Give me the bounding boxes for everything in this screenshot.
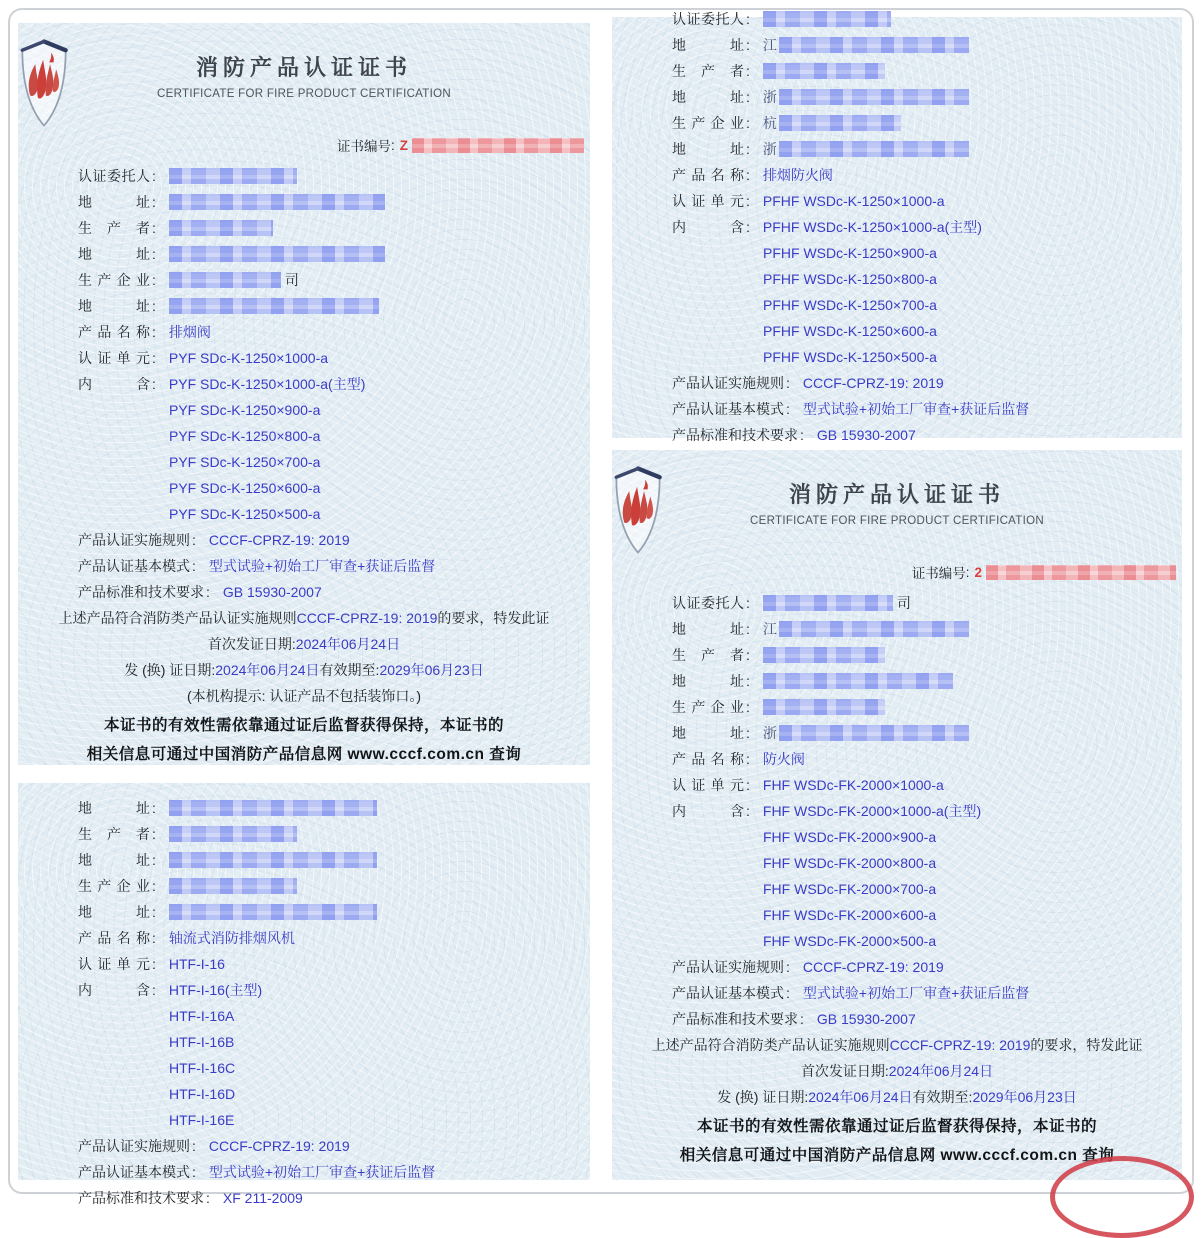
field-value-continuation: HTF-I-16A bbox=[169, 1008, 235, 1024]
statement-text: 2024年06月24日 bbox=[295, 636, 401, 652]
field-label: 产品认证实施规则 bbox=[672, 959, 784, 975]
field-value: HTF-I-16(主型) bbox=[168, 982, 263, 998]
statement-text: 2029年06月23日 bbox=[379, 662, 484, 678]
cert-row bbox=[18, 267, 590, 293]
cert-row bbox=[612, 32, 1182, 58]
field-colon: : bbox=[746, 219, 750, 235]
cert-row bbox=[612, 344, 1182, 370]
field-colon: : bbox=[192, 1138, 196, 1154]
field-value: CCCF-CPRZ-19: 2019 bbox=[802, 375, 944, 391]
cert-row bbox=[612, 772, 1182, 798]
field-colon: : bbox=[746, 193, 750, 209]
cert-row bbox=[612, 642, 1182, 668]
redaction-leading-char: 杭 bbox=[762, 115, 777, 131]
field-label: 认证委托人 bbox=[672, 11, 744, 27]
cert-row bbox=[18, 795, 590, 821]
field-label: 内含 bbox=[78, 982, 150, 998]
cert-row bbox=[18, 293, 590, 319]
field-label: 产品认证实施规则 bbox=[78, 1138, 190, 1154]
cert-row bbox=[18, 501, 590, 527]
field-colon: : bbox=[206, 1190, 210, 1206]
field-label: 认证单元 bbox=[78, 956, 150, 972]
field-label: 产品认证基本模式 bbox=[78, 558, 190, 574]
field-value: GB 15930-2007 bbox=[816, 1011, 916, 1027]
field-label: 产品认证基本模式 bbox=[672, 985, 784, 1001]
cert-row bbox=[612, 694, 1182, 720]
cert-row bbox=[18, 631, 590, 657]
field-label: 地址 bbox=[672, 673, 744, 689]
redacted-value-block bbox=[779, 621, 969, 637]
field-label: 内含 bbox=[78, 376, 150, 392]
field-label: 认证委托人 bbox=[78, 168, 150, 184]
redaction-leading-char: 江 bbox=[762, 621, 777, 637]
field-value-continuation: FHF WSDc-FK-2000×500-a bbox=[763, 933, 937, 949]
cert-row bbox=[612, 902, 1182, 928]
redacted-value-block bbox=[763, 647, 885, 663]
field-label: 内含 bbox=[672, 803, 744, 819]
field-label: 产品标准和技术要求 bbox=[78, 1190, 204, 1206]
field-label: 生产企业 bbox=[672, 115, 744, 131]
cert-row bbox=[18, 397, 590, 423]
cert-subtitle-en: CERTIFICATE FOR FIRE PRODUCT CERTIFICATION bbox=[750, 515, 1044, 527]
cert-row bbox=[18, 1081, 590, 1107]
field-value-continuation: PYF SDc-K-1250×800-a bbox=[169, 428, 321, 444]
field-value: FHF WSDc-FK-2000×1000-a bbox=[762, 777, 944, 793]
field-label: 产品名称 bbox=[672, 167, 744, 183]
field-value: 型式试验+初始工厂审查+获证后监督 bbox=[802, 985, 1030, 1001]
cert-number-redacted-block bbox=[412, 138, 584, 153]
redacted-value-block bbox=[779, 89, 969, 105]
statement-text: 有效期至: bbox=[912, 1089, 973, 1105]
cert-row bbox=[612, 1084, 1182, 1110]
cert-row bbox=[612, 136, 1182, 162]
field-label: 地址 bbox=[672, 141, 744, 157]
cert-row bbox=[18, 951, 590, 977]
field-value-continuation: FHF WSDc-FK-2000×600-a bbox=[763, 907, 937, 923]
field-colon: : bbox=[746, 115, 750, 131]
redacted-value-block bbox=[169, 272, 281, 288]
cert-row bbox=[18, 241, 590, 267]
statement-text: CCCF-CPRZ-19: 2019 bbox=[889, 1037, 1031, 1053]
field-label: 认证单元 bbox=[672, 777, 744, 793]
field-label: 生产企业 bbox=[672, 699, 744, 715]
field-colon: : bbox=[152, 904, 156, 920]
cert-row bbox=[18, 1185, 590, 1211]
validity-statement: 相关信息可通过中国消防产品信息网 www.cccf.com.cn 查询 bbox=[86, 745, 522, 763]
field-label: 认证单元 bbox=[672, 193, 744, 209]
field-label: 地址 bbox=[672, 37, 744, 53]
cert-row bbox=[612, 1110, 1182, 1139]
redacted-value-block bbox=[169, 298, 379, 314]
cert-title: 消防产品认证证书 bbox=[195, 55, 412, 80]
field-label: 认证委托人 bbox=[672, 595, 744, 611]
statement-text: 的要求，特发此证 bbox=[437, 610, 550, 626]
redacted-value-block bbox=[763, 699, 885, 715]
cert-fields bbox=[18, 783, 590, 1211]
cert-row bbox=[18, 1055, 590, 1081]
certificate-top-right bbox=[612, 11, 1182, 443]
cert-row bbox=[612, 668, 1182, 694]
field-value: HTF-I-16 bbox=[168, 956, 225, 972]
field-value-continuation: HTF-I-16C bbox=[169, 1060, 236, 1076]
cert-row bbox=[612, 6, 1182, 32]
field-value-continuation: PFHF WSDc-K-1250×800-a bbox=[763, 271, 937, 287]
cert-row bbox=[612, 162, 1182, 188]
redaction-leading-char: 浙 bbox=[762, 141, 777, 157]
cert-row bbox=[612, 188, 1182, 214]
field-value: GB 15930-2007 bbox=[222, 584, 322, 600]
field-colon: : bbox=[152, 272, 156, 288]
cert-row bbox=[612, 1032, 1182, 1058]
cert-row bbox=[612, 980, 1182, 1006]
field-value: 轴流式消防排烟风机 bbox=[168, 930, 295, 946]
field-colon: : bbox=[746, 595, 750, 611]
field-colon: : bbox=[746, 11, 750, 27]
field-label: 生产者 bbox=[78, 826, 150, 842]
validity-statement: 本证书的有效性需依靠通过证后监督获得保持，本证书的 bbox=[696, 1117, 1097, 1135]
field-label: 产品标准和技术要求 bbox=[672, 1011, 798, 1027]
field-colon: : bbox=[152, 324, 156, 340]
field-label: 地址 bbox=[78, 904, 150, 920]
cert-row bbox=[18, 899, 590, 925]
field-label: 地址 bbox=[78, 298, 150, 314]
cert-row bbox=[612, 110, 1182, 136]
field-value: 型式试验+初始工厂审查+获证后监督 bbox=[208, 1164, 436, 1180]
redacted-value-block bbox=[763, 63, 885, 79]
field-colon: : bbox=[800, 1011, 804, 1027]
cert-number-colon: : bbox=[965, 564, 970, 580]
field-value-continuation: FHF WSDc-FK-2000×700-a bbox=[763, 881, 937, 897]
field-value-continuation: HTF-I-16B bbox=[169, 1034, 235, 1050]
field-value-continuation: FHF WSDc-FK-2000×900-a bbox=[763, 829, 937, 845]
field-value-continuation: PFHF WSDc-K-1250×700-a bbox=[763, 297, 937, 313]
cert-number-prefix: 2 bbox=[974, 564, 982, 580]
field-colon: : bbox=[152, 800, 156, 816]
cert-row bbox=[612, 746, 1182, 772]
field-colon: : bbox=[746, 37, 750, 53]
field-colon: : bbox=[746, 647, 750, 663]
cert-row bbox=[18, 847, 590, 873]
field-colon: : bbox=[746, 89, 750, 105]
cert-row bbox=[612, 318, 1182, 344]
field-colon: : bbox=[746, 63, 750, 79]
redacted-value-block bbox=[169, 852, 377, 868]
field-value: 型式试验+初始工厂审查+获证后监督 bbox=[208, 558, 436, 574]
field-colon: : bbox=[152, 246, 156, 262]
cert-row bbox=[612, 850, 1182, 876]
redacted-value-block bbox=[779, 141, 969, 157]
shield-flame-logo-icon bbox=[18, 35, 70, 133]
field-value: CCCF-CPRZ-19: 2019 bbox=[208, 532, 350, 548]
field-colon: : bbox=[192, 558, 196, 574]
redacted-value-block bbox=[779, 37, 969, 53]
field-colon: : bbox=[152, 930, 156, 946]
field-label: 产品认证实施规则 bbox=[672, 375, 784, 391]
cert-row bbox=[612, 720, 1182, 746]
statement-text: 2029年06月23日 bbox=[972, 1089, 1077, 1105]
certificate-top-left bbox=[18, 23, 590, 765]
cert-row bbox=[612, 240, 1182, 266]
cert-row bbox=[18, 821, 590, 847]
cert-header bbox=[18, 23, 590, 163]
field-value: PYF SDc-K-1250×1000-a bbox=[168, 350, 329, 366]
cert-title: 消防产品认证证书 bbox=[788, 482, 1005, 507]
redacted-value-block bbox=[169, 168, 297, 184]
field-colon: : bbox=[152, 376, 156, 392]
field-value-continuation: PYF SDc-K-1250×500-a bbox=[169, 506, 321, 522]
cert-row bbox=[18, 215, 590, 241]
redacted-value-block bbox=[169, 800, 377, 816]
field-colon: : bbox=[786, 959, 790, 975]
cert-row bbox=[18, 657, 590, 683]
field-value: CCCF-CPRZ-19: 2019 bbox=[802, 959, 944, 975]
validity-statement: 本证书的有效性需依靠通过证后监督获得保持，本证书的 bbox=[103, 716, 504, 734]
cert-row bbox=[612, 214, 1182, 240]
field-label: 产品标准和技术要求 bbox=[78, 584, 204, 600]
redaction-trailing-char: 司 bbox=[284, 272, 299, 288]
field-colon: : bbox=[152, 982, 156, 998]
field-value: 防火阀 bbox=[762, 751, 805, 767]
cert-row bbox=[18, 1133, 590, 1159]
cert-row bbox=[18, 1107, 590, 1133]
statement-text: 上述产品符合消防类产品认证实施规则 bbox=[58, 610, 297, 626]
field-label: 产品名称 bbox=[78, 324, 150, 340]
cert-row bbox=[612, 876, 1182, 902]
redaction-leading-char: 浙 bbox=[762, 725, 777, 741]
field-colon: : bbox=[152, 852, 156, 868]
cert-row bbox=[18, 1159, 590, 1185]
redaction-trailing-char: 司 bbox=[896, 595, 911, 611]
statement-text: 2024年06月24日 bbox=[808, 1089, 913, 1105]
cert-row bbox=[18, 371, 590, 397]
field-colon: : bbox=[746, 699, 750, 715]
field-value-continuation: PYF SDc-K-1250×700-a bbox=[169, 454, 321, 470]
field-colon: : bbox=[192, 1164, 196, 1180]
cert-row bbox=[18, 977, 590, 1003]
cert-row bbox=[18, 449, 590, 475]
cert-number-colon: : bbox=[390, 137, 395, 153]
field-value: CCCF-CPRZ-19: 2019 bbox=[208, 1138, 350, 1154]
field-colon: : bbox=[746, 725, 750, 741]
field-value: GB 15930-2007 bbox=[816, 427, 916, 443]
redacted-value-block bbox=[169, 246, 385, 262]
cert-row bbox=[18, 319, 590, 345]
statement-text: 2024年06月24日 bbox=[215, 662, 320, 678]
field-value-continuation: PFHF WSDc-K-1250×500-a bbox=[763, 349, 937, 365]
field-colon: : bbox=[786, 985, 790, 1001]
cert-row bbox=[612, 824, 1182, 850]
cert-row bbox=[612, 1006, 1182, 1032]
field-value-continuation: PFHF WSDc-K-1250×900-a bbox=[763, 245, 937, 261]
field-label: 地址 bbox=[672, 621, 744, 637]
field-colon: : bbox=[152, 826, 156, 842]
cert-number-label: 证书编号 bbox=[336, 139, 391, 154]
cert-row bbox=[18, 345, 590, 371]
field-value-continuation: HTF-I-16D bbox=[169, 1086, 236, 1102]
cert-number-row bbox=[337, 135, 584, 155]
cert-row bbox=[18, 709, 590, 738]
redacted-value-block bbox=[169, 878, 297, 894]
cert-fields bbox=[18, 163, 590, 767]
cert-fields bbox=[612, 11, 1182, 448]
redacted-value-block bbox=[763, 673, 953, 689]
cert-row bbox=[18, 605, 590, 631]
field-colon: : bbox=[152, 878, 156, 894]
field-colon: : bbox=[152, 168, 156, 184]
cert-row bbox=[18, 1003, 590, 1029]
statement-text: 上述产品符合消防类产品认证实施规则 bbox=[651, 1037, 890, 1053]
field-value-continuation: FHF WSDc-FK-2000×800-a bbox=[763, 855, 937, 871]
cert-row bbox=[18, 1029, 590, 1055]
cert-row bbox=[18, 925, 590, 951]
validity-statement: 相关信息可通过中国消防产品信息网 www.cccf.com.cn 查询 bbox=[679, 1146, 1115, 1164]
field-label: 内含 bbox=[672, 219, 744, 235]
field-value-continuation: PFHF WSDc-K-1250×600-a bbox=[763, 323, 937, 339]
field-label: 产品标准和技术要求 bbox=[672, 427, 798, 443]
cert-row bbox=[18, 683, 590, 709]
field-colon: : bbox=[746, 673, 750, 689]
cert-row bbox=[612, 266, 1182, 292]
field-colon: : bbox=[746, 777, 750, 793]
statement-text: 发 (换) 证日期: bbox=[124, 662, 216, 678]
certificate-bottom-left bbox=[18, 783, 590, 1206]
cert-row bbox=[612, 58, 1182, 84]
certificate-bottom-right bbox=[612, 450, 1182, 1180]
redaction-leading-char: 江 bbox=[762, 37, 777, 53]
cert-row bbox=[612, 1058, 1182, 1084]
cert-number-redacted-block bbox=[986, 565, 1176, 580]
redacted-value-block bbox=[169, 826, 297, 842]
field-colon: : bbox=[152, 298, 156, 314]
field-colon: : bbox=[746, 751, 750, 767]
field-value-continuation: HTF-I-16E bbox=[169, 1112, 235, 1128]
field-value: 排烟阀 bbox=[168, 324, 211, 340]
red-seal-arc bbox=[1050, 1156, 1194, 1238]
field-value-continuation: PYF SDc-K-1250×600-a bbox=[169, 480, 321, 496]
cert-header bbox=[612, 450, 1182, 590]
field-value: 排烟防火阀 bbox=[762, 167, 833, 183]
field-label: 生产企业 bbox=[78, 272, 150, 288]
field-colon: : bbox=[746, 803, 750, 819]
field-label: 产品名称 bbox=[672, 751, 744, 767]
note-text: (本机构提示: 认证产品不包括装饰口。) bbox=[186, 688, 422, 704]
cert-row bbox=[612, 590, 1182, 616]
field-value: XF 211-2009 bbox=[222, 1190, 303, 1206]
statement-text: 首次发证日期: bbox=[207, 636, 296, 652]
redacted-value-block bbox=[763, 11, 891, 27]
cert-number-row bbox=[912, 562, 1176, 582]
field-label: 生产者 bbox=[672, 647, 744, 663]
field-value: FHF WSDc-FK-2000×1000-a(主型) bbox=[762, 803, 982, 819]
cert-row bbox=[612, 954, 1182, 980]
statement-text: 发 (换) 证日期: bbox=[717, 1089, 809, 1105]
redacted-value-block bbox=[169, 904, 377, 920]
cert-number-prefix: Z bbox=[399, 137, 408, 153]
cert-row bbox=[18, 579, 590, 605]
cert-row bbox=[18, 163, 590, 189]
field-label: 产品认证实施规则 bbox=[78, 532, 190, 548]
field-value: PFHF WSDc-K-1250×1000-a bbox=[762, 193, 945, 209]
field-colon: : bbox=[206, 584, 210, 600]
cert-row bbox=[612, 84, 1182, 110]
field-value: 型式试验+初始工厂审查+获证后监督 bbox=[802, 401, 1030, 417]
cert-number-label: 证书编号 bbox=[911, 566, 966, 581]
field-label: 产品认证基本模式 bbox=[78, 1164, 190, 1180]
cert-subtitle-en: CERTIFICATE FOR FIRE PRODUCT CERTIFICATION bbox=[157, 88, 451, 100]
field-colon: : bbox=[746, 141, 750, 157]
field-colon: : bbox=[152, 220, 156, 236]
statement-text: 首次发证日期: bbox=[800, 1063, 889, 1079]
field-colon: : bbox=[152, 956, 156, 972]
cert-row bbox=[612, 396, 1182, 422]
redacted-value-block bbox=[779, 115, 901, 131]
statement-text: CCCF-CPRZ-19: 2019 bbox=[296, 610, 438, 626]
statement-text: 有效期至: bbox=[319, 662, 380, 678]
field-colon: : bbox=[746, 167, 750, 183]
field-label: 地址 bbox=[78, 246, 150, 262]
cert-row bbox=[18, 527, 590, 553]
cert-row bbox=[18, 738, 590, 767]
redacted-value-block bbox=[779, 725, 969, 741]
field-value: PYF SDc-K-1250×1000-a(主型) bbox=[168, 376, 366, 392]
field-value: PFHF WSDc-K-1250×1000-a(主型) bbox=[762, 219, 982, 235]
field-label: 生产企业 bbox=[78, 878, 150, 894]
statement-text: 2024年06月24日 bbox=[888, 1063, 994, 1079]
field-label: 产品名称 bbox=[78, 930, 150, 946]
field-label: 生产者 bbox=[78, 220, 150, 236]
field-colon: : bbox=[152, 350, 156, 366]
field-label: 地址 bbox=[78, 800, 150, 816]
field-label: 地址 bbox=[78, 852, 150, 868]
field-label: 认证单元 bbox=[78, 350, 150, 366]
cert-row bbox=[18, 873, 590, 899]
redacted-value-block bbox=[169, 194, 385, 210]
cert-row bbox=[612, 422, 1182, 448]
field-label: 地址 bbox=[672, 89, 744, 105]
redacted-value-block bbox=[169, 220, 273, 236]
field-colon: : bbox=[786, 401, 790, 417]
cert-row bbox=[612, 616, 1182, 642]
cert-row bbox=[612, 292, 1182, 318]
cert-row bbox=[612, 370, 1182, 396]
field-label: 产品认证基本模式 bbox=[672, 401, 784, 417]
field-colon: : bbox=[152, 194, 156, 210]
shield-flame-logo-icon bbox=[612, 462, 664, 560]
field-colon: : bbox=[746, 621, 750, 637]
field-colon: : bbox=[786, 375, 790, 391]
field-colon: : bbox=[800, 427, 804, 443]
cert-row bbox=[18, 189, 590, 215]
field-colon: : bbox=[192, 532, 196, 548]
statement-text: 的要求，特发此证 bbox=[1030, 1037, 1143, 1053]
cert-fields bbox=[612, 590, 1182, 1168]
redaction-leading-char: 浙 bbox=[762, 89, 777, 105]
field-label: 地址 bbox=[78, 194, 150, 210]
cert-row bbox=[612, 928, 1182, 954]
field-label: 生产者 bbox=[672, 63, 744, 79]
redacted-value-block bbox=[763, 595, 893, 611]
field-value-continuation: PYF SDc-K-1250×900-a bbox=[169, 402, 321, 418]
field-label: 地址 bbox=[672, 725, 744, 741]
cert-row bbox=[612, 798, 1182, 824]
cert-row bbox=[18, 423, 590, 449]
cert-row bbox=[18, 553, 590, 579]
cert-row bbox=[18, 475, 590, 501]
